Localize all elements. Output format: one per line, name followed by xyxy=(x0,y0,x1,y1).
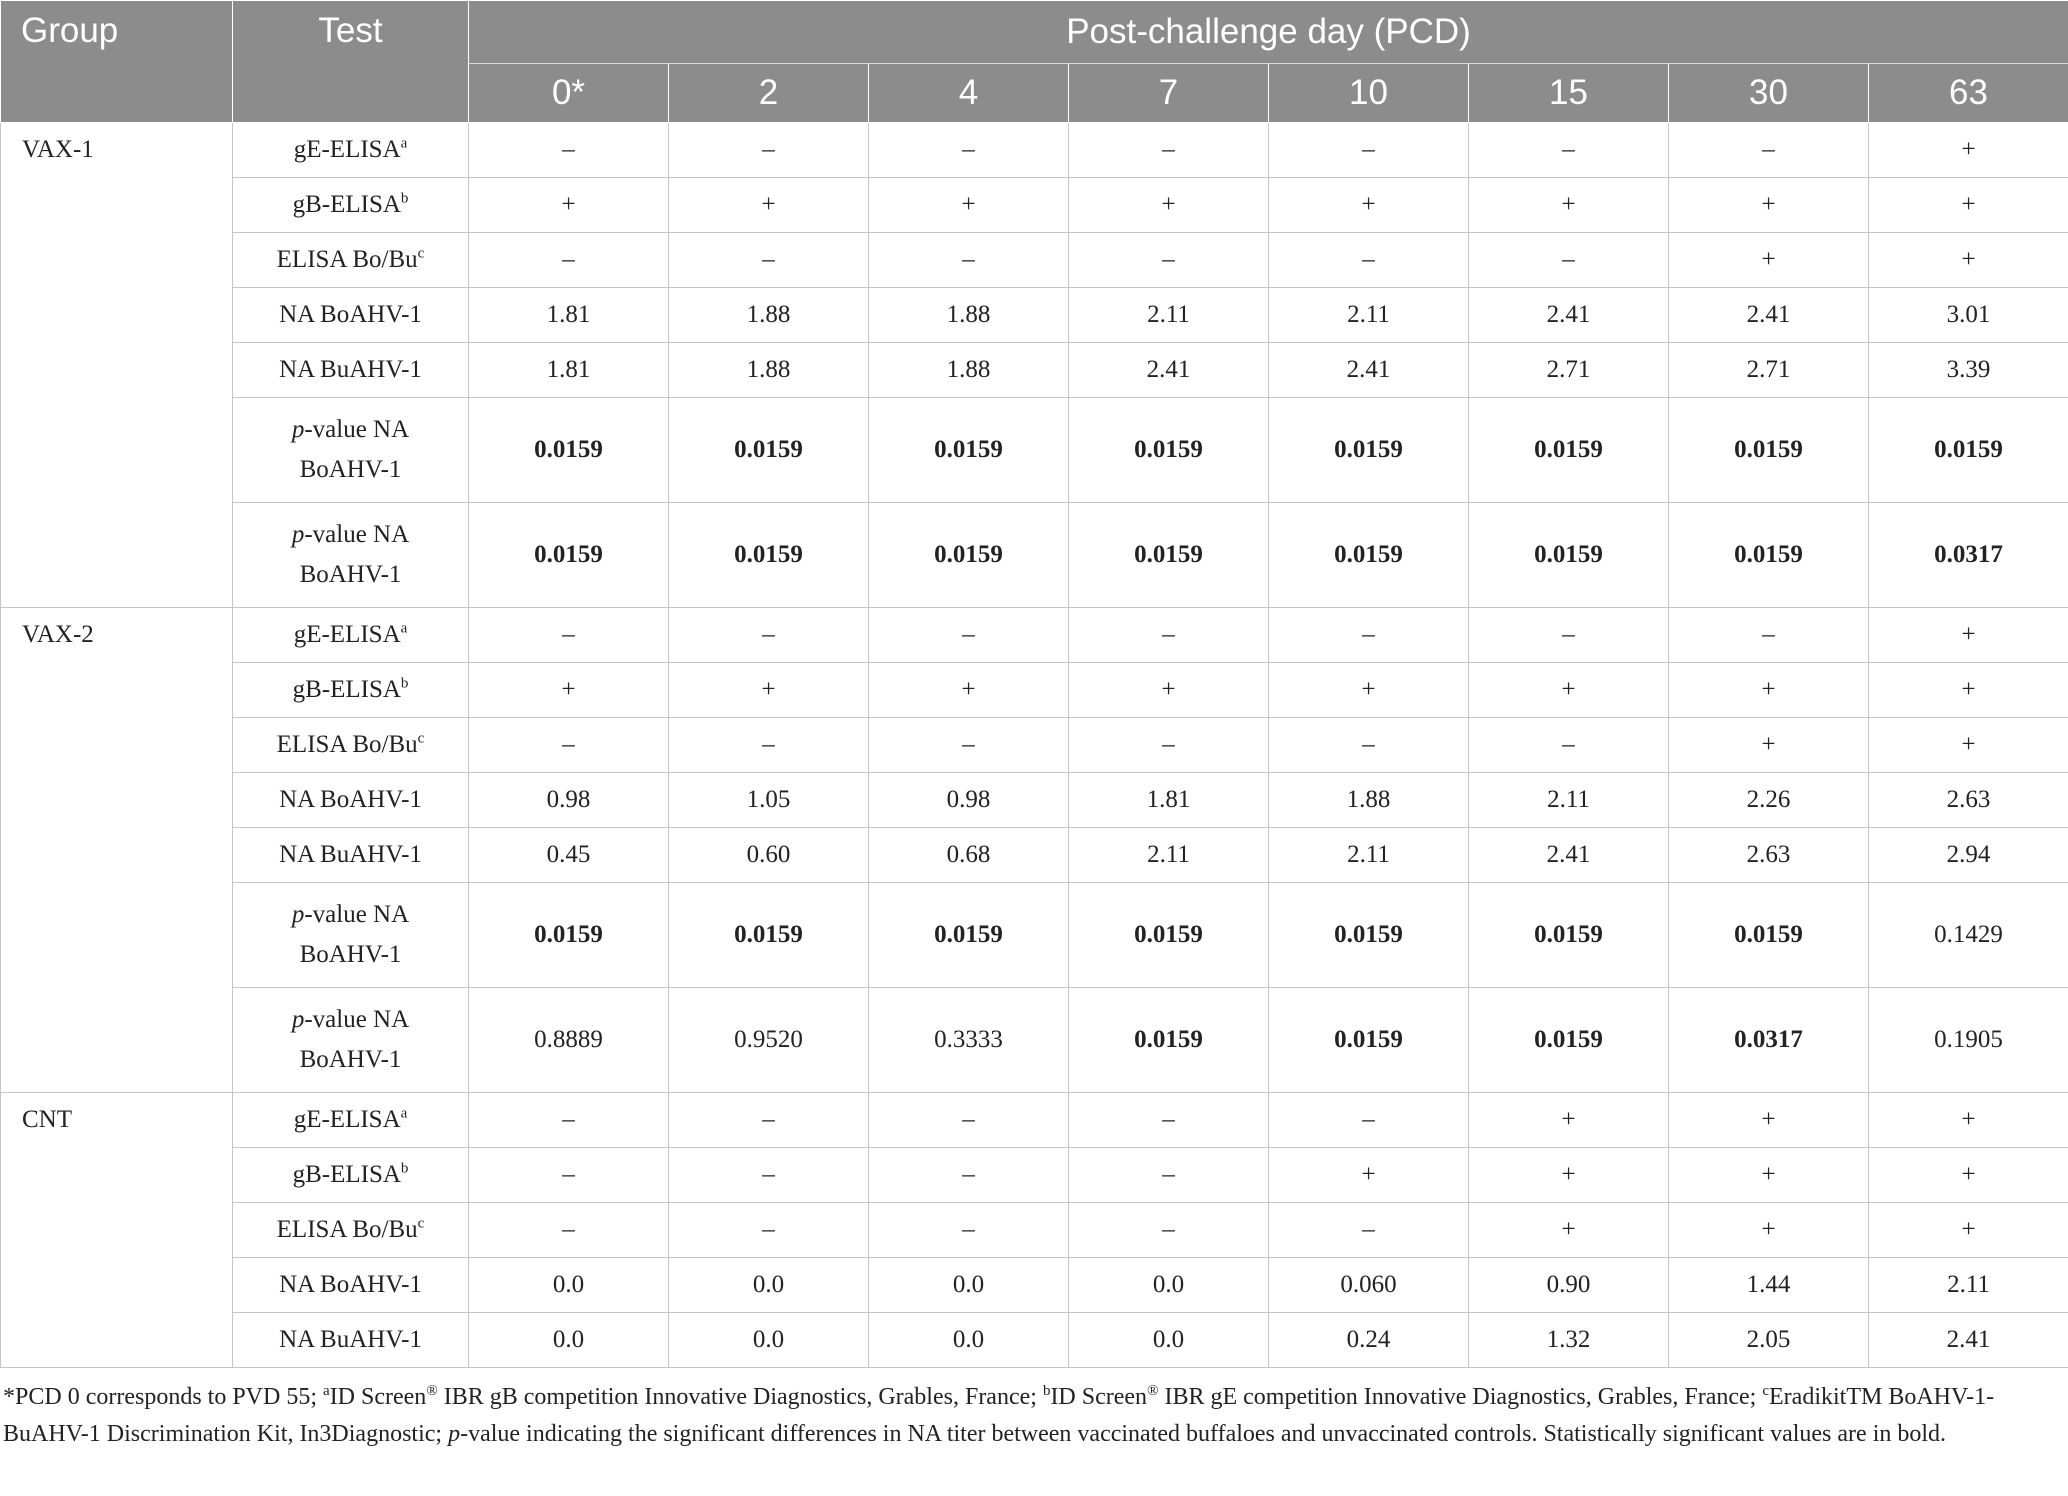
test-label-text: gB-ELISA xyxy=(292,191,401,218)
footnote-marker: a xyxy=(400,620,408,637)
table-row xyxy=(1,663,2068,718)
table-row xyxy=(1,1258,2068,1313)
value-cell: 0.0159 xyxy=(469,398,669,503)
footnote-marker: c xyxy=(417,245,425,262)
value-cell: 2.63 xyxy=(1669,828,1869,883)
table-row xyxy=(1,123,2068,178)
value-cell: 0.0159 xyxy=(669,398,869,503)
table-row xyxy=(1,988,2068,1093)
value-cell: – xyxy=(469,1148,669,1203)
value-cell: – xyxy=(1669,608,1869,663)
value-cell: 2.41 xyxy=(1469,828,1669,883)
value-cell: + xyxy=(1869,718,2068,773)
value-cell: 2.11 xyxy=(1269,288,1469,343)
footnote-text: ID Screen xyxy=(329,1384,427,1410)
value-cell: 2.71 xyxy=(1469,343,1669,398)
value-cell: – xyxy=(669,123,869,178)
value-cell: – xyxy=(1269,1093,1469,1148)
value-cell: – xyxy=(1069,233,1269,288)
test-label-text-line2: BoAHV-1 xyxy=(299,456,402,483)
value-cell: 0.0 xyxy=(469,1313,669,1368)
value-cell: – xyxy=(469,123,669,178)
value-cell: 0.0159 xyxy=(669,883,869,988)
test-label xyxy=(233,608,469,663)
value-cell: 0.0159 xyxy=(1269,988,1469,1093)
value-cell: 0.0159 xyxy=(869,883,1069,988)
value-cell: – xyxy=(1469,608,1669,663)
value-cell: 0.1905 xyxy=(1869,988,2068,1093)
value-cell: 0.0159 xyxy=(1069,988,1269,1093)
table-row xyxy=(1,608,2068,663)
value-cell: 0.0317 xyxy=(1669,988,1869,1093)
value-cell: 2.05 xyxy=(1669,1313,1869,1368)
test-label-text: -value NA xyxy=(304,901,410,928)
value-cell: 2.11 xyxy=(1069,288,1269,343)
value-cell: 2.11 xyxy=(1069,828,1269,883)
test-label xyxy=(233,1313,469,1368)
value-cell: – xyxy=(469,233,669,288)
value-cell: – xyxy=(1069,1148,1269,1203)
value-cell: 0.98 xyxy=(469,773,669,828)
footnote-marker: b xyxy=(400,675,409,692)
day-header-cell: 2 xyxy=(669,64,869,123)
value-cell: + xyxy=(1469,1148,1669,1203)
value-cell: + xyxy=(669,663,869,718)
value-cell: 2.94 xyxy=(1869,828,2068,883)
group-label: CNT xyxy=(1,1093,233,1368)
footnote-sup-a: a xyxy=(323,1383,330,1399)
test-label xyxy=(233,1093,469,1148)
footnote-text: *PCD 0 corresponds to PVD 55; xyxy=(3,1384,324,1410)
value-cell: 0.0159 xyxy=(1469,988,1669,1093)
table-row xyxy=(1,178,2068,233)
test-label-text: NA BoAHV-1 xyxy=(279,1271,422,1298)
footnote-marker: a xyxy=(400,135,408,152)
value-cell: 2.63 xyxy=(1869,773,2068,828)
value-cell: – xyxy=(469,1203,669,1258)
value-cell: + xyxy=(1869,178,2068,233)
value-cell: + xyxy=(1869,1203,2068,1258)
value-cell: 0.0159 xyxy=(1069,503,1269,608)
value-cell: 2.41 xyxy=(1869,1313,2068,1368)
value-cell: – xyxy=(1069,608,1269,663)
value-cell: – xyxy=(1069,718,1269,773)
value-cell: – xyxy=(669,233,869,288)
test-label xyxy=(233,233,469,288)
value-cell: 0.0159 xyxy=(469,883,669,988)
test-label xyxy=(233,288,469,343)
value-cell: – xyxy=(1469,718,1669,773)
value-cell: 0.0159 xyxy=(1269,883,1469,988)
test-label xyxy=(233,123,469,178)
value-cell: 0.0 xyxy=(869,1258,1069,1313)
value-cell: + xyxy=(1869,1093,2068,1148)
test-label xyxy=(233,773,469,828)
table-row xyxy=(1,883,2068,988)
footnote-marker: b xyxy=(400,190,409,207)
italic-p: p xyxy=(291,521,305,548)
footnote-sup-b: b xyxy=(1042,1383,1051,1399)
value-cell: – xyxy=(469,608,669,663)
value-cell: 3.01 xyxy=(1869,288,2068,343)
value-cell: 0.0 xyxy=(869,1313,1069,1368)
test-label-text: gE-ELISA xyxy=(293,621,401,648)
value-cell: 0.90 xyxy=(1469,1258,1669,1313)
value-cell: 0.0159 xyxy=(869,398,1069,503)
value-cell: 0.0159 xyxy=(869,503,1069,608)
value-cell: – xyxy=(669,608,869,663)
value-cell: + xyxy=(1469,1093,1669,1148)
value-cell: 0.45 xyxy=(469,828,669,883)
value-cell: + xyxy=(1469,663,1669,718)
test-label-text: NA BoAHV-1 xyxy=(279,301,422,328)
value-cell: 0.0159 xyxy=(1069,398,1269,503)
footnote-text: IBR gB competition Innovative Diagnostics, Grables, France; xyxy=(437,1384,1043,1410)
value-cell: + xyxy=(469,178,669,233)
value-cell: 0.0159 xyxy=(1469,503,1669,608)
registered-mark: ® xyxy=(1147,1383,1159,1399)
value-cell: – xyxy=(869,1148,1069,1203)
test-label xyxy=(233,1148,469,1203)
value-cell: 0.60 xyxy=(669,828,869,883)
test-label-text: gB-ELISA xyxy=(292,1161,401,1188)
value-cell: 1.81 xyxy=(469,343,669,398)
value-cell: 0.060 xyxy=(1269,1258,1469,1313)
table-row xyxy=(1,1313,2068,1368)
value-cell: + xyxy=(1069,663,1269,718)
test-label xyxy=(233,398,469,503)
value-cell: + xyxy=(1869,233,2068,288)
group-label: VAX-2 xyxy=(1,608,233,1093)
test-label xyxy=(233,988,469,1093)
value-cell: + xyxy=(1669,718,1869,773)
value-cell: + xyxy=(1869,1148,2068,1203)
value-cell: – xyxy=(669,718,869,773)
value-cell: 1.32 xyxy=(1469,1313,1669,1368)
footnote-text: IBR gE competition Innovative Diagnostics, Grables, France; xyxy=(1158,1384,1763,1410)
value-cell: 0.24 xyxy=(1269,1313,1469,1368)
table-row xyxy=(1,773,2068,828)
value-cell: + xyxy=(869,663,1069,718)
test-label-text: NA BuAHV-1 xyxy=(279,356,422,383)
test-label-text: NA BoAHV-1 xyxy=(279,786,422,813)
value-cell: + xyxy=(1869,123,2068,178)
pcd-column-header: Post-challenge day (PCD) xyxy=(469,1,2068,64)
value-cell: + xyxy=(1669,1093,1869,1148)
value-cell: – xyxy=(869,608,1069,663)
table-row xyxy=(1,828,2068,883)
value-cell: – xyxy=(1069,1203,1269,1258)
value-cell: 0.0 xyxy=(1069,1258,1269,1313)
value-cell: + xyxy=(1469,178,1669,233)
value-cell: 0.9520 xyxy=(669,988,869,1093)
footnote-sup-c: c xyxy=(1762,1383,1770,1399)
test-label-text: -value NA xyxy=(304,521,410,548)
group-label: VAX-1 xyxy=(1,123,233,608)
group-column-header: Group xyxy=(1,1,233,123)
value-cell: 0.68 xyxy=(869,828,1069,883)
test-label-text: -value NA xyxy=(304,416,410,443)
value-cell: 1.88 xyxy=(1269,773,1469,828)
value-cell: – xyxy=(1669,123,1869,178)
footnote-text: ID Screen xyxy=(1050,1384,1148,1410)
value-cell: 2.11 xyxy=(1269,828,1469,883)
value-cell: + xyxy=(1269,178,1469,233)
test-label xyxy=(233,503,469,608)
test-label xyxy=(233,663,469,718)
value-cell: – xyxy=(869,1093,1069,1148)
test-label xyxy=(233,343,469,398)
value-cell: 0.0 xyxy=(469,1258,669,1313)
value-cell: + xyxy=(1469,1203,1669,1258)
value-cell: 0.0159 xyxy=(1269,503,1469,608)
value-cell: 0.0 xyxy=(669,1313,869,1368)
value-cell: + xyxy=(1669,1203,1869,1258)
value-cell: 2.11 xyxy=(1869,1258,2068,1313)
value-cell: + xyxy=(469,663,669,718)
test-label-text-line2: BoAHV-1 xyxy=(299,1046,402,1073)
test-label xyxy=(233,1258,469,1313)
footnote-marker: b xyxy=(400,1160,409,1177)
value-cell: 3.39 xyxy=(1869,343,2068,398)
day-header-cell: 63 xyxy=(1869,64,2068,123)
test-label-text: -value NA xyxy=(304,1006,410,1033)
value-cell: 0.1429 xyxy=(1869,883,2068,988)
day-header-cell: 4 xyxy=(869,64,1069,123)
test-label xyxy=(233,1203,469,1258)
value-cell: – xyxy=(469,1093,669,1148)
value-cell: – xyxy=(869,718,1069,773)
value-cell: + xyxy=(1269,663,1469,718)
value-cell: 0.3333 xyxy=(869,988,1069,1093)
table-row xyxy=(1,288,2068,343)
value-cell: 0.0 xyxy=(1069,1313,1269,1368)
test-label-text-line2: BoAHV-1 xyxy=(299,561,402,588)
test-label-text: gB-ELISA xyxy=(292,676,401,703)
table-footnote xyxy=(3,1379,2063,1453)
value-cell: 2.71 xyxy=(1669,343,1869,398)
value-cell: + xyxy=(1669,233,1869,288)
day-header-cell: 0* xyxy=(469,64,669,123)
footnote-marker: c xyxy=(417,1215,425,1232)
test-label-text: ELISA Bo/Bu xyxy=(276,246,418,273)
value-cell: – xyxy=(1269,233,1469,288)
value-cell: 2.41 xyxy=(1069,343,1269,398)
value-cell: 2.41 xyxy=(1669,288,1869,343)
value-cell: 2.26 xyxy=(1669,773,1869,828)
value-cell: 0.0159 xyxy=(669,503,869,608)
value-cell: – xyxy=(869,123,1069,178)
test-column-header: Test xyxy=(233,1,469,123)
value-cell: – xyxy=(1269,1203,1469,1258)
day-header-cell: 15 xyxy=(1469,64,1669,123)
value-cell: 0.98 xyxy=(869,773,1069,828)
value-cell: 0.0317 xyxy=(1869,503,2068,608)
value-cell: 2.41 xyxy=(1269,343,1469,398)
value-cell: 0.0159 xyxy=(1669,883,1869,988)
value-cell: + xyxy=(1869,608,2068,663)
value-cell: – xyxy=(869,233,1069,288)
value-cell: 1.88 xyxy=(669,288,869,343)
italic-p: p xyxy=(291,416,305,443)
value-cell: + xyxy=(869,178,1069,233)
value-cell: 1.81 xyxy=(469,288,669,343)
value-cell: – xyxy=(1469,233,1669,288)
test-label-text: ELISA Bo/Bu xyxy=(276,731,418,758)
table-header xyxy=(1,1,2068,123)
test-label xyxy=(233,828,469,883)
value-cell: – xyxy=(469,718,669,773)
value-cell: – xyxy=(1269,608,1469,663)
value-cell: 0.0159 xyxy=(1669,398,1869,503)
table-row xyxy=(1,1093,2068,1148)
test-label-text: NA BuAHV-1 xyxy=(279,1326,422,1353)
italic-p: p xyxy=(291,1006,305,1033)
table-row xyxy=(1,398,2068,503)
footnote-italic-p: p xyxy=(448,1421,461,1447)
value-cell: 0.0159 xyxy=(1069,883,1269,988)
value-cell: + xyxy=(1669,178,1869,233)
test-label xyxy=(233,718,469,773)
value-cell: 0.0159 xyxy=(1469,883,1669,988)
value-cell: + xyxy=(1269,1148,1469,1203)
table-row xyxy=(1,343,2068,398)
table-row xyxy=(1,1203,2068,1258)
test-label-text: ELISA Bo/Bu xyxy=(276,1216,418,1243)
value-cell: 1.81 xyxy=(1069,773,1269,828)
value-cell: 1.44 xyxy=(1669,1258,1869,1313)
test-label-text: NA BuAHV-1 xyxy=(279,841,422,868)
value-cell: 0.0159 xyxy=(1469,398,1669,503)
value-cell: 0.8889 xyxy=(469,988,669,1093)
footnote-marker: a xyxy=(400,1105,408,1122)
value-cell: – xyxy=(1069,1093,1269,1148)
value-cell: – xyxy=(669,1148,869,1203)
value-cell: + xyxy=(1669,663,1869,718)
value-cell: 0.0 xyxy=(669,1258,869,1313)
value-cell: 0.0159 xyxy=(469,503,669,608)
italic-p: p xyxy=(291,901,305,928)
table-row xyxy=(1,1148,2068,1203)
day-header-cell: 30 xyxy=(1669,64,1869,123)
value-cell: – xyxy=(669,1093,869,1148)
test-label-text-line2: BoAHV-1 xyxy=(299,941,402,968)
value-cell: – xyxy=(869,1203,1069,1258)
day-header-cell: 10 xyxy=(1269,64,1469,123)
value-cell: 1.05 xyxy=(669,773,869,828)
test-label-text: gE-ELISA xyxy=(293,1106,401,1133)
table-body xyxy=(1,123,2068,1368)
test-label xyxy=(233,178,469,233)
day-header-cell: 7 xyxy=(1069,64,1269,123)
value-cell: + xyxy=(1869,663,2068,718)
value-cell: 0.0159 xyxy=(1869,398,2068,503)
value-cell: – xyxy=(1269,123,1469,178)
footnote-marker: c xyxy=(417,730,425,747)
value-cell: + xyxy=(1669,1148,1869,1203)
registered-mark: ® xyxy=(426,1383,438,1399)
value-cell: 0.0159 xyxy=(1669,503,1869,608)
footnote-text: -value indicating the significant differences in NA titer between vaccinated buffaloes and unvaccinated controls. Statistically significant values are in bold. xyxy=(460,1421,1947,1447)
table-row xyxy=(1,718,2068,773)
value-cell: – xyxy=(1269,718,1469,773)
value-cell: 1.88 xyxy=(669,343,869,398)
value-cell: 1.88 xyxy=(869,343,1069,398)
value-cell: 2.41 xyxy=(1469,288,1669,343)
value-cell: + xyxy=(669,178,869,233)
value-cell: + xyxy=(1069,178,1269,233)
value-cell: – xyxy=(1069,123,1269,178)
table-row xyxy=(1,503,2068,608)
value-cell: – xyxy=(1469,123,1669,178)
test-label-text: gE-ELISA xyxy=(293,136,401,163)
footnote-text: EradikitTM BoAHV-1-BuAHV-1 Discrimination Kit, In3Diagnostic; xyxy=(3,1384,1995,1447)
table-row xyxy=(1,233,2068,288)
test-label xyxy=(233,883,469,988)
value-cell: – xyxy=(669,1203,869,1258)
value-cell: 2.11 xyxy=(1469,773,1669,828)
value-cell: 1.88 xyxy=(869,288,1069,343)
value-cell: 0.0159 xyxy=(1269,398,1469,503)
